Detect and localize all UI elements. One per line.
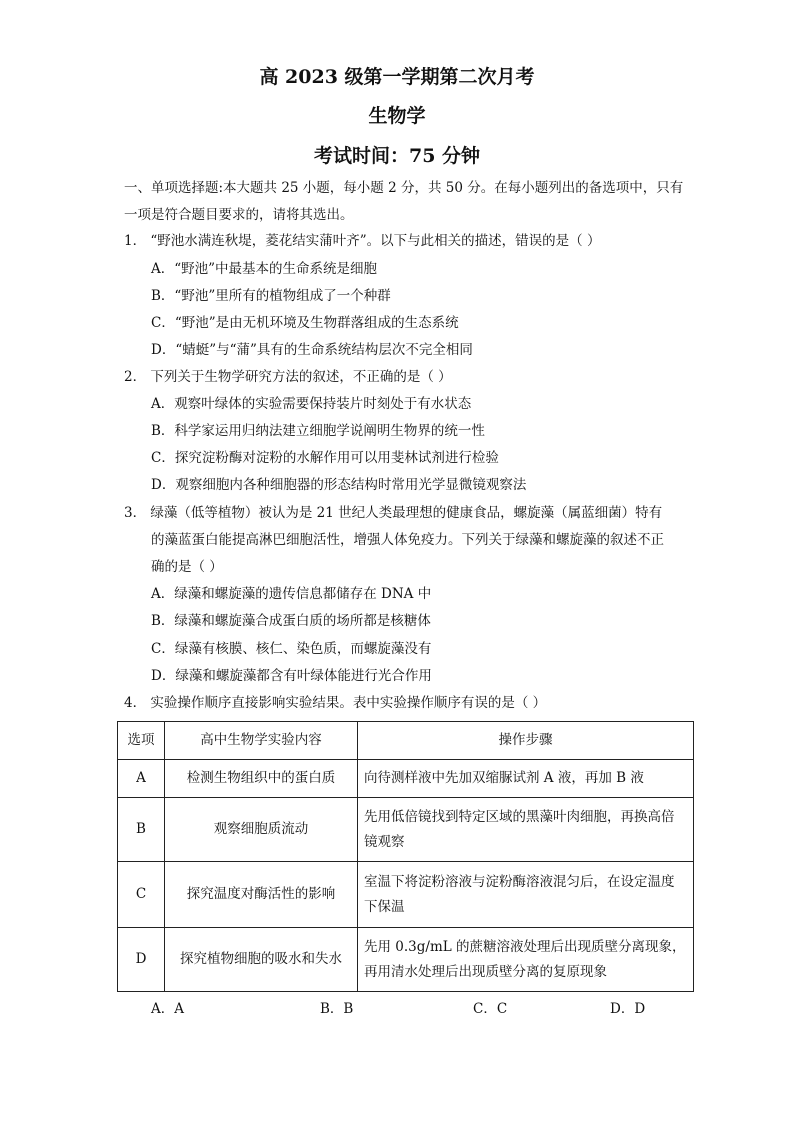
question-2-option-a: A．观察叶绿体的实验需要保持装片时刻处于有水状态 (151, 396, 472, 412)
question-3-stem-line3: 确的是（ ） (151, 559, 223, 575)
table-cell-content: 观察细胞质流动 (165, 798, 358, 862)
question-1-option-d: D．“蜻蜓”与“蒲”具有的生命系统结构层次不完全相同 (151, 342, 473, 358)
section-instruction-line1: 一、单项选择题:本大题共 25 小题，每小题 2 分，共 50 分。在每小题列出的备选项中，只有 (124, 180, 684, 196)
question-3-stem-line2: 的藻蓝蛋白能提高淋巴细胞活性，增强人体免疫力。下列关于绿藻和螺旋藻的叙述不正 (151, 532, 664, 548)
table-row (118, 862, 694, 928)
question-3-option-b: B．绿藻和螺旋藻合成蛋白质的场所都是核糖体 (151, 613, 431, 629)
table-header-cell: 高中生物学实验内容 (165, 722, 358, 760)
table-header-row (118, 722, 694, 760)
question-3-option-c: C．绿藻有核膜、核仁、染色质，而螺旋藻没有 (151, 641, 432, 657)
table-row (118, 928, 694, 992)
question-2-option-c: C．探究淀粉酶对淀粉的水解作用可以用斐林试剂进行检验 (151, 450, 499, 466)
table-cell-option: A (118, 760, 165, 798)
table-cell-content: 检测生物组织中的蛋白质 (165, 760, 358, 798)
table-cell-content: 探究植物细胞的吸水和失水 (165, 928, 358, 992)
exam-title: 高 2023 级第一学期第二次月考 (259, 66, 535, 88)
table-cell-option: C (118, 862, 165, 928)
table-row (118, 798, 694, 862)
question-1-stem: 1． “野池水满连秋堤，菱花结实蒲叶齐”。以下与此相关的描述，错误的是（ ） (124, 233, 601, 249)
question-1-option-a: A．“野池”中最基本的生命系统是细胞 (151, 261, 378, 277)
experiment-table (117, 721, 694, 992)
question-2-option-d: D．观察细胞内各种细胞器的形态结构时常用光学显微镜观察法 (151, 477, 527, 493)
table-row (118, 760, 694, 798)
question-1-option-b: B．“野池”里所有的植物组成了一个种群 (151, 288, 391, 304)
table-cell-steps: 先用低倍镜找到特定区域的黑藻叶肉细胞，再换高倍镜观察 (358, 798, 694, 862)
exam-time: 考试时间：75 分钟 (313, 145, 481, 167)
question-4-option-c: C．C (473, 1001, 508, 1017)
question-2-option-b: B．科学家运用归纳法建立细胞学说阐明生物界的统一性 (151, 423, 485, 439)
question-3-option-a: A．绿藻和螺旋藻的遗传信息都储存在 DNA 中 (151, 586, 432, 602)
table-cell-content: 探究温度对酶活性的影响 (165, 862, 358, 928)
table-cell-option: B (118, 798, 165, 862)
table-cell-steps: 向待测样液中先加双缩脲试剂 A 液，再加 B 液 (358, 760, 694, 798)
question-1-option-c: C．“野池”是由无机环境及生物群落组成的生态系统 (151, 315, 459, 331)
question-4-stem: 4． 实验操作顺序直接影响实验结果。表中实验操作顺序有误的是（ ） (124, 695, 547, 711)
table-header-cell: 选项 (118, 722, 165, 760)
question-4-option-d: D．D (610, 1001, 646, 1017)
section-instruction-line2: 一项是符合题目要求的，请将其选出。 (124, 207, 354, 223)
question-3-stem-line1: 3． 绿藻（低等植物）被认为是 21 世纪人类最理想的健康食品，螺旋藻（属蓝细菌）特有 (124, 505, 663, 521)
question-4-option-a: A．A (151, 1001, 184, 1017)
subject-title: 生物学 (368, 105, 426, 127)
question-2-stem: 2． 下列关于生物学研究方法的叙述，不正确的是（ ） (124, 369, 452, 385)
question-3-option-d: D．绿藻和螺旋藻都含有叶绿体能进行光合作用 (151, 668, 432, 684)
table-cell-steps: 先用 0.3g/mL 的蔗糖溶液处理后出现质壁分离现象，再用清水处理后出现质壁分离的复原现象 (358, 928, 694, 992)
table-header-cell: 操作步骤 (358, 722, 694, 760)
question-4-option-b: B．B (320, 1001, 354, 1017)
table-cell-steps: 室温下将淀粉溶液与淀粉酶溶液混匀后，在设定温度下保温 (358, 862, 694, 928)
table-cell-option: D (118, 928, 165, 992)
